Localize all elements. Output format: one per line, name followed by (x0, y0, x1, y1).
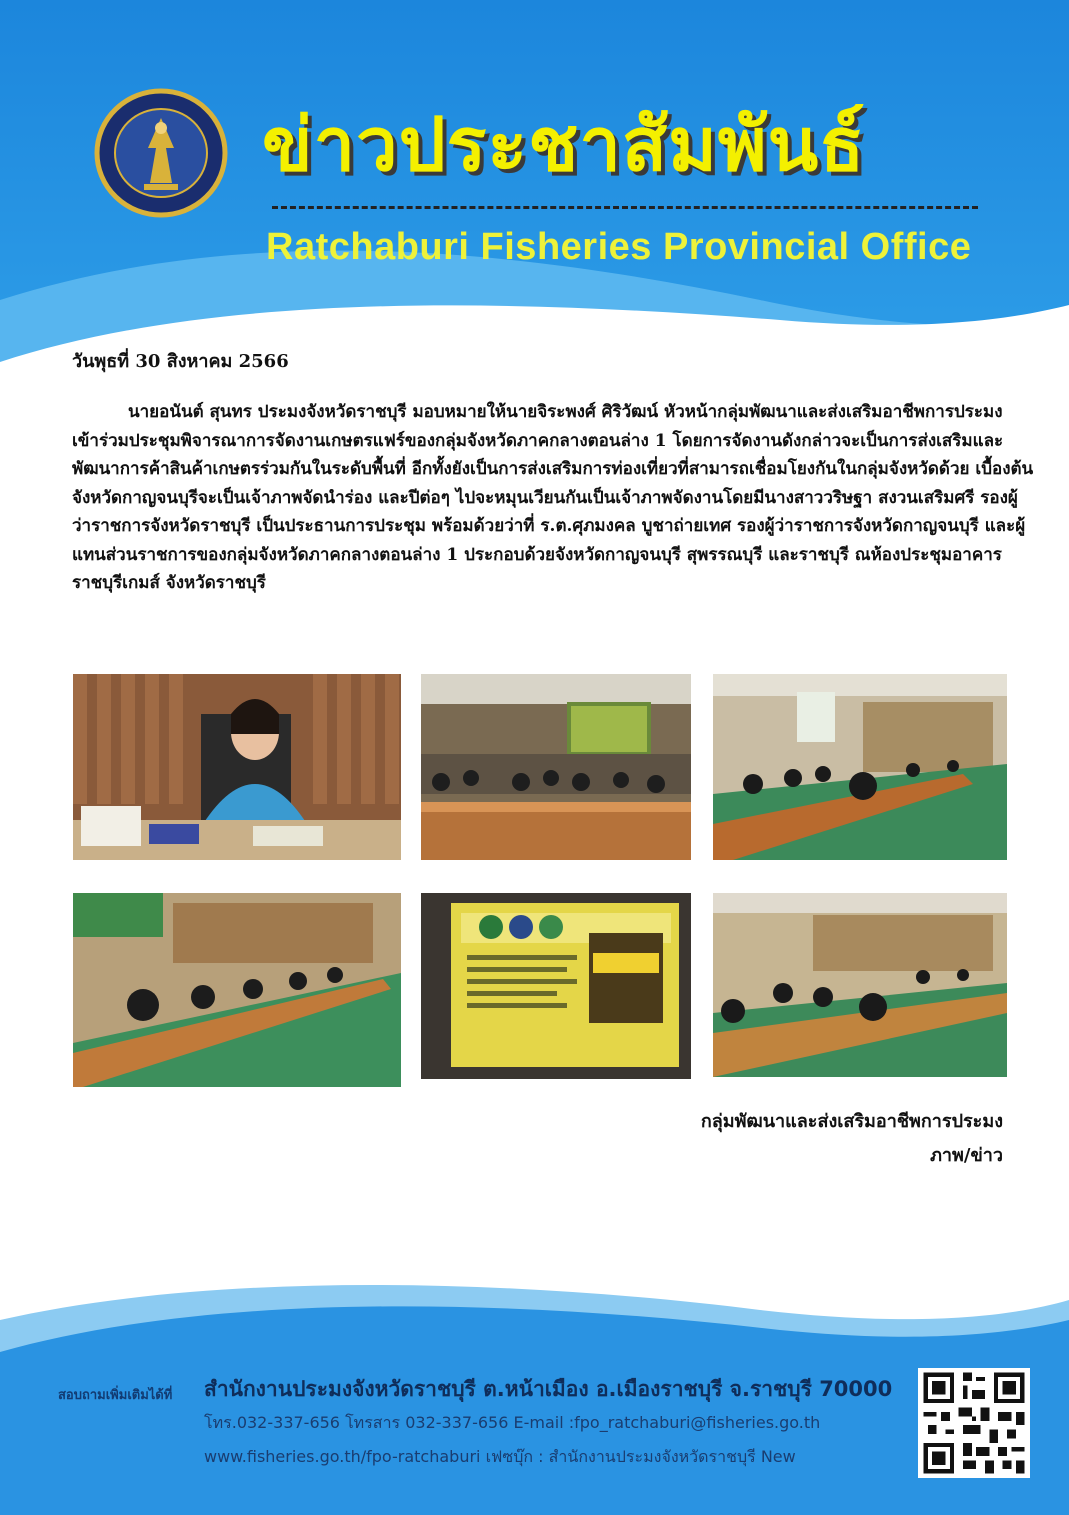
header-title-thai: ข่าวประชาสัมพันธ์ (262, 102, 866, 188)
photo-speaker (73, 674, 401, 860)
article-date: วันพุธที่ 30 สิงหาคม 2566 (72, 351, 289, 372)
photo-meeting-left-table (73, 893, 401, 1087)
photo-meeting-wide (713, 674, 1007, 860)
footer-address: สำนักงานประมงจังหวัดราชบุรี ต.หน้าเมือง อ.เมืองราชบุรี จ.ราชบุรี 70000 (204, 1377, 893, 1401)
article-body: นายอนันต์ สุนทร ประมงจังหวัดราชบุรี มอบหมายให้นายจิระพงศ์ ศิริวัฒน์ หัวหน้ากลุ่มพัฒนาและส่งเสริมอาชีพการประมง เข้าร่วมประชุมพิจารณาการจัดงานเกษตรแฟร์ของกลุ่มจังหวัดภาคกลางตอนล่าง 1 โดยการจัดงานดังกล่าวจะเป็นการส่งเสริมและพัฒนาการค้าสินค้าเกษตรร่วมกันในระดับพื้นที่ อีกทั้งยังเป็นการส่งเสริมการท่องเที่ยวที่สามารถเชื่อมโยงกันในกลุ่มจังหวัดด้วย เบื้องต้นจังหวัดกาญจนบุรีจะเป็นเจ้าภาพจัดนำร่อง และปีต่อๆ ไปจะหมุนเวียนกันเป็นเจ้าภาพจัดงานโดยมีนางสาววริษฐา สงวนเสริมศรี รองผู้ว่าราชการจังหวัดราชบุรี เป็นประธานการประชุม พร้อมด้วยว่าที่ ร.ต.ศุภมงคล บูชาถ่ายเทศ รองผู้ว่าราชการจังหวัดกาญจนบุรี และผู้แทนส่วนราชการของกลุ่มจังหวัดภาคกลางตอนล่าง 1 ประกอบด้วยจังหวัดกาญจนบุรี สุพรรณบุรี และราชบุรี ณห้องประชุมอาคารราชบุรีเกมส์ จังหวัดราชบุรี (72, 402, 1034, 593)
photo-meeting-right-table (713, 893, 1007, 1077)
qr-code[interactable] (918, 1368, 1030, 1478)
footer-inquiry-label: สอบถามเพิ่มเติมได้ที่ (58, 1388, 173, 1403)
footer-contact: โทร.032-337-656 โทรสาร 032-337-656 E-mail :fpo_ratchaburi@fisheries.go.th (204, 1413, 821, 1432)
photo-presentation-screen (421, 893, 691, 1079)
footer-website[interactable]: www.fisheries.go.th/fpo-ratchaburi เฟซบุ๊ก : สำนักงานประมงจังหวัดราชบุรี New (204, 1447, 796, 1466)
credit-type: ภาพ/ข่าว (930, 1145, 1003, 1166)
department-logo (94, 88, 228, 218)
header-divider (272, 206, 978, 209)
photo-meeting-room-projector (421, 674, 691, 860)
header-title-english: Ratchaburi Fisheries Provincial Office (266, 226, 972, 268)
credit-department: กลุ่มพัฒนาและส่งเสริมอาชีพการประมง (700, 1111, 1003, 1132)
